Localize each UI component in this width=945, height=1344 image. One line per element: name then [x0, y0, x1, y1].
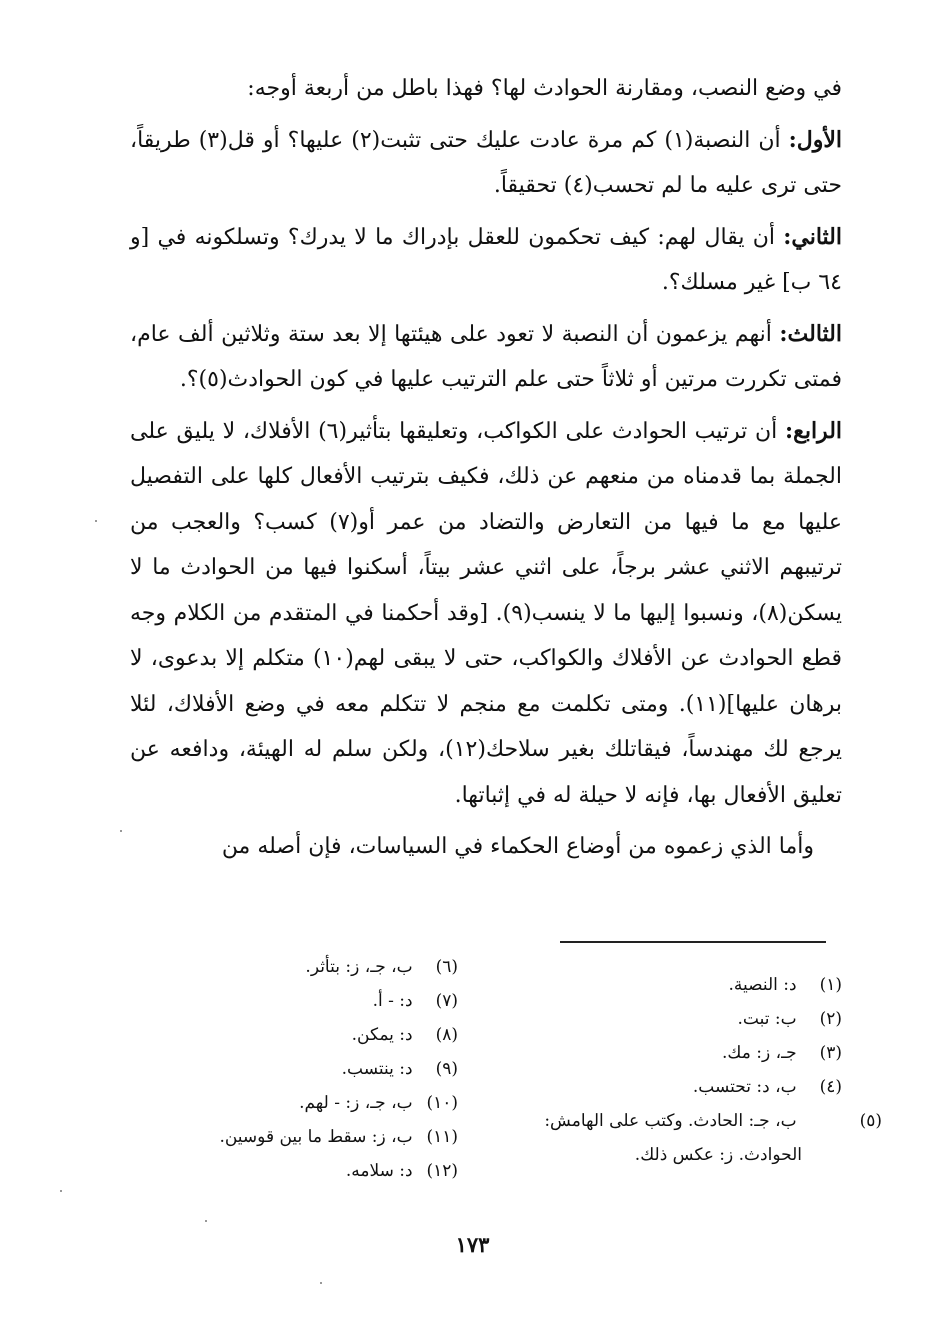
footnote-item: (٩) د: ينتسب.	[341, 1059, 458, 1079]
paragraph-intro: في وضع النصب، ومقارنة الحوادث لها؟ فهذا باطل من أربعة أوجه:	[247, 76, 842, 101]
scan-speck	[60, 1190, 62, 1192]
footnote-item: (١١) ب، ز: سقط ما بين قوسين.	[219, 1127, 458, 1147]
paragraph-lead: الرابع:	[784, 417, 843, 444]
paragraph-lead: الأول:	[788, 126, 842, 153]
footnote-item: (٣) جـ، ز: مك.	[722, 1043, 842, 1063]
paragraph-fourth: الرابع: أن ترتيب الحوادث على الكواكب، وتعليقها بتأثير(٦) الأفلاك، لا يليق على الجملة بما قدمناه من منعهم عن ذلك، فكيف بترتيب الأفعال كلها على التفصيل عليها مع ما فيها من التعارض والتضاد من عمر أو(٧) كسب؟ والعجب من ترتيبهم الاثني عشر برجاً، على اثني عشر بيتاً، أسكنوا فيها من الحوادث ما لا يسكن(٨)، ونسبوا إليها ما لا ينسب(٩). [وقد أحكمنا في المتقدم من الكلام وجه قطع الحوادث عن الأفلاك والكواكب، حتى لا يبقى لهم(١٠) متكلم إلا بدعوى، لا برهان عليها](١١). ومتى تكلمت مع منجم لا تتكلم معه في وضع الأفلاك، لئلا يرجع لك مهندساً، فيقاتلك بغير سلاحك(١٢)، ولكن سلم له الهيئة، ودافعه عن تعليق الأفعال بها، فإنه لا حيلة له في إثباتها.	[130, 417, 843, 808]
footnote-item: (١) د: النصية.	[728, 975, 842, 995]
footnote-divider	[560, 941, 826, 943]
footnote-item: (١٢) د: سلامه.	[345, 1161, 458, 1181]
footnote-item: (٢) ب: تبت.	[737, 1009, 842, 1029]
paragraph-first: الأول: أن النصبة(١) كم مرة عادت عليك حتى تثبت(٢) عليها؟ أو قل(٣) طريقاً، حتى ترى عليه ما لم تحسب(٤) تحقيقاً.	[130, 126, 842, 198]
paragraph-lead: الثاني:	[783, 223, 842, 250]
paragraph-lead: الثالث:	[779, 320, 842, 347]
footnote-item: (٤) ب، د: تحتسب.	[692, 1077, 842, 1097]
paragraph-closing: وأما الذي زعموه من أوضاع الحكماء في السياسات، فإن أصله من	[221, 834, 814, 859]
page-number: ١٧٣	[455, 1232, 490, 1257]
footnote-item: (٥) ب، جـ: الحادث. وكتب على الهامش: الحوادث. ز: عكس ذلك.	[544, 1111, 882, 1165]
footnote-item: (٨) د: يمكن.	[351, 1025, 458, 1045]
footnote-item: (٧) د: - أ.	[372, 991, 458, 1011]
main-text	[130, 66, 842, 876]
scan-speck	[95, 520, 97, 522]
footnote-item: (١٠) ب، جـ، ز: - لهم.	[299, 1093, 458, 1113]
footnotes-left-column	[150, 950, 458, 1188]
paragraph-third: الثالث: أنهم يزعمون أن النصبة لا تعود على هيئتها إلا بعد ستة وثلاثين ألف عام، فمتى تكررت مرتين أو ثلاثاً حتى علم الترتيب عليها في كون الحوادث(٥)؟.	[130, 320, 842, 392]
footnote-item: (٦) ب، جـ، ز: بتأثر.	[305, 957, 458, 977]
scan-speck	[120, 830, 122, 832]
scan-speck	[205, 1220, 207, 1222]
paragraph-second: الثاني: أن يقال لهم: كيف تحكمون للعقل بإدراك ما لا يدرك؟ وتسلكونه في [و ٦٤ ب] غير مسلك؟.	[130, 223, 842, 295]
scan-speck	[320, 1282, 322, 1284]
footnotes-right-column	[492, 968, 882, 1172]
